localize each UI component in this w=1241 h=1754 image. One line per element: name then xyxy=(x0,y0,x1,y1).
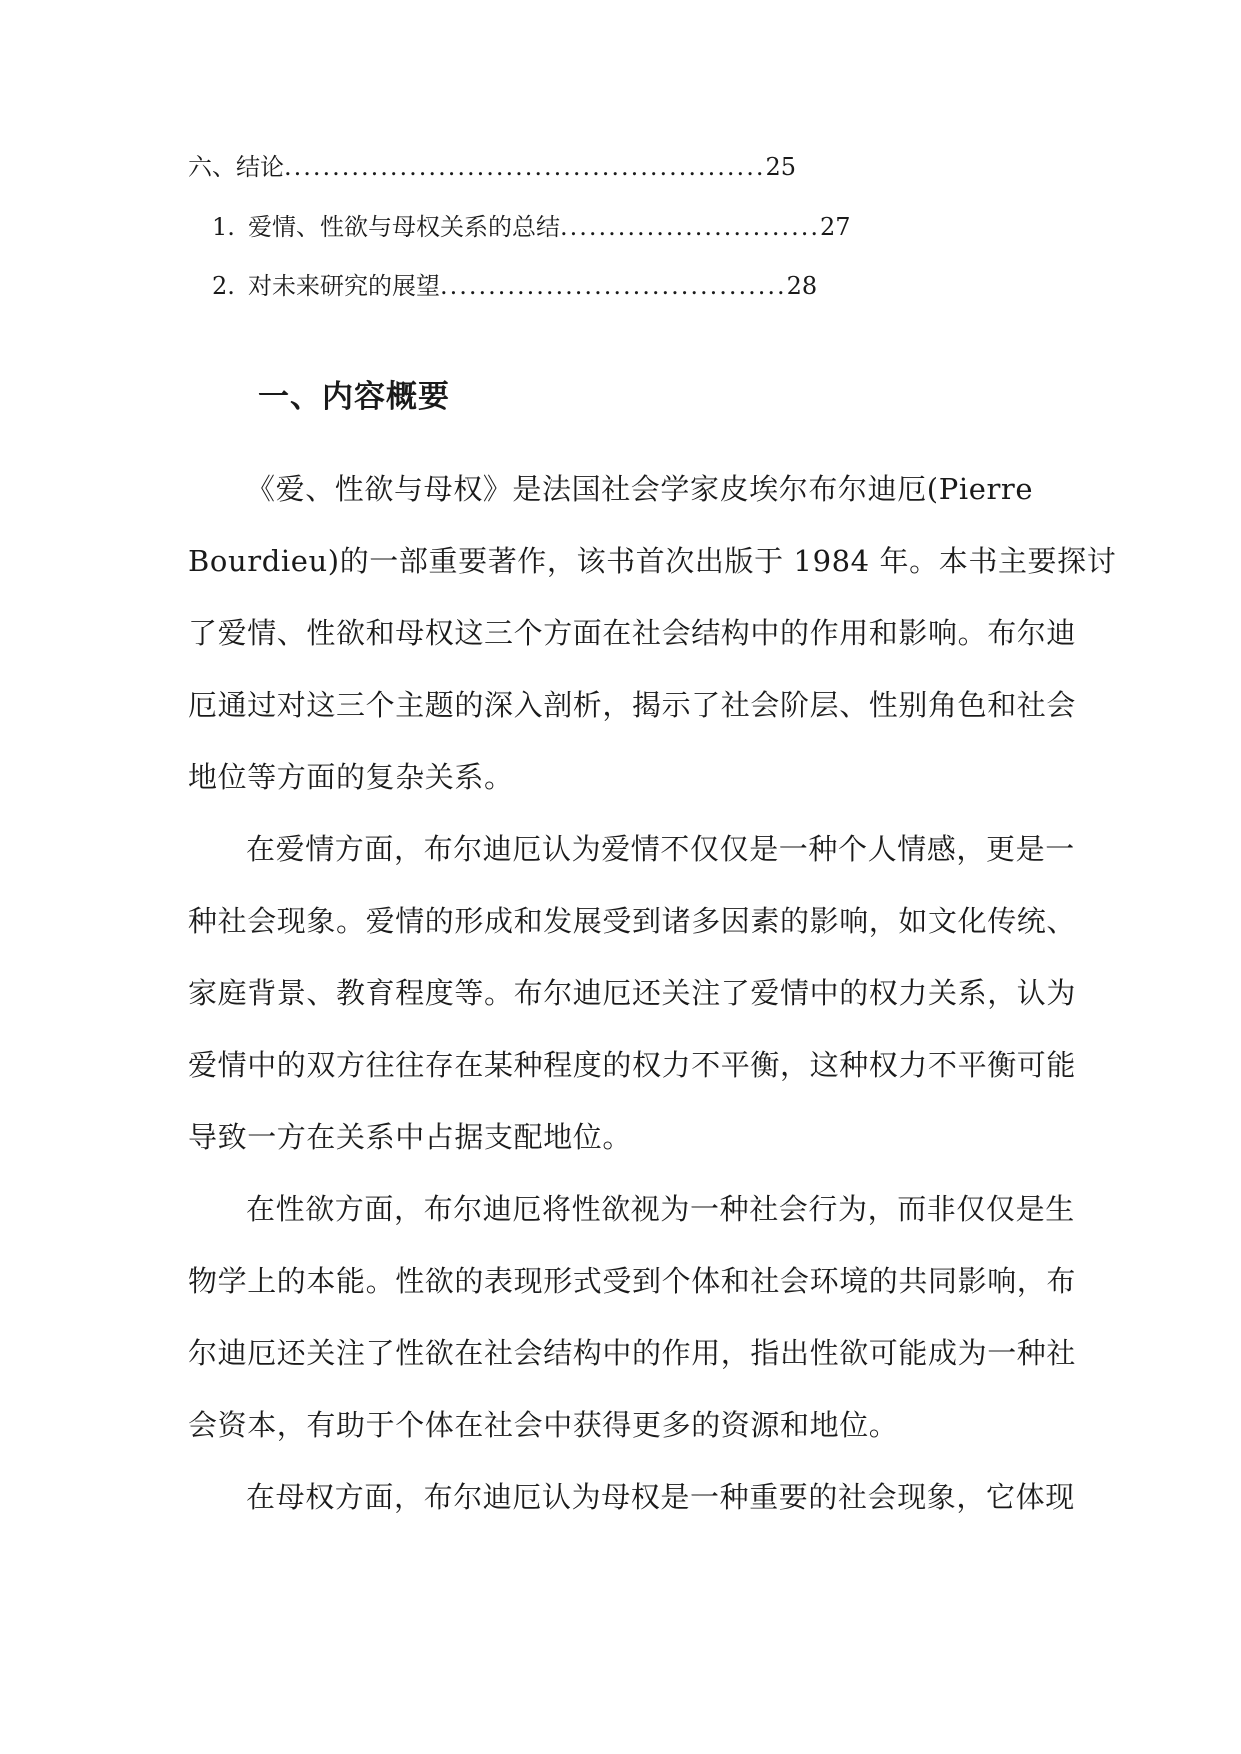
toc-page-number: 27 xyxy=(819,213,851,241)
toc-entry-title: 六、结论 xyxy=(188,153,284,181)
toc-entry-number: 1. xyxy=(212,213,235,241)
section-heading: 一、内容概要 xyxy=(258,379,450,415)
body-text-line: 物学上的本能。性欲的表现形式受到个体和社会环境的共同影响，布 xyxy=(188,1264,1077,1298)
body-text-line: 《爱、性欲与母权》是法国社会学家皮埃尔布尔迪厄(Pierre xyxy=(246,472,1034,506)
body-text-line: 导致一方在关系中占据支配地位。 xyxy=(188,1120,633,1154)
body-text-line: 厄通过对这三个主题的深入剖析，揭示了社会阶层、性别角色和社会 xyxy=(188,688,1077,722)
toc-leader-dots: .................................................. xyxy=(284,153,766,181)
body-text-line: 会资本，有助于个体在社会中获得更多的资源和地位。 xyxy=(188,1408,899,1442)
toc-entry[interactable] xyxy=(188,147,796,187)
toc-leader-dots: ........................... xyxy=(560,213,820,241)
body-text-line: 种社会现象。爱情的形成和发展受到诸多因素的影响，如文化传统、 xyxy=(188,904,1077,938)
body-text-line: 家庭背景、教育程度等。布尔迪厄还关注了爱情中的权力关系，认为 xyxy=(188,976,1077,1010)
body-text-line: 了爱情、性欲和母权这三个方面在社会结构中的作用和影响。布尔迪 xyxy=(188,616,1077,650)
toc-entry-number: 2. xyxy=(212,272,235,300)
toc-page-number: 28 xyxy=(786,272,818,300)
body-text-line: 在性欲方面，布尔迪厄将性欲视为一种社会行为，而非仅仅是生 xyxy=(246,1192,1075,1226)
toc-entry-title: 对未来研究的展望 xyxy=(248,272,440,300)
toc-leader-dots: .................................... xyxy=(440,272,787,300)
toc-entry[interactable] xyxy=(212,207,851,247)
body-text-line: 尔迪厄还关注了性欲在社会结构中的作用，指出性欲可能成为一种社 xyxy=(188,1336,1077,1370)
body-text-line: 在爱情方面，布尔迪厄认为爱情不仅仅是一种个人情感，更是一 xyxy=(246,832,1075,866)
toc-page-number: 25 xyxy=(765,153,796,181)
toc-entry-title: 爱情、性欲与母权关系的总结 xyxy=(248,213,560,241)
toc-entry[interactable] xyxy=(212,266,817,306)
body-text-line: 地位等方面的复杂关系。 xyxy=(188,760,514,794)
body-text-line: 爱情中的双方往往存在某种程度的权力不平衡，这种权力不平衡可能 xyxy=(188,1048,1077,1082)
body-text-line: Bourdieu)的一部重要著作，该书首次出版于 1984 年。本书主要探讨 xyxy=(188,544,1117,578)
body-text-line: 在母权方面，布尔迪厄认为母权是一种重要的社会现象，它体现 xyxy=(246,1480,1075,1514)
